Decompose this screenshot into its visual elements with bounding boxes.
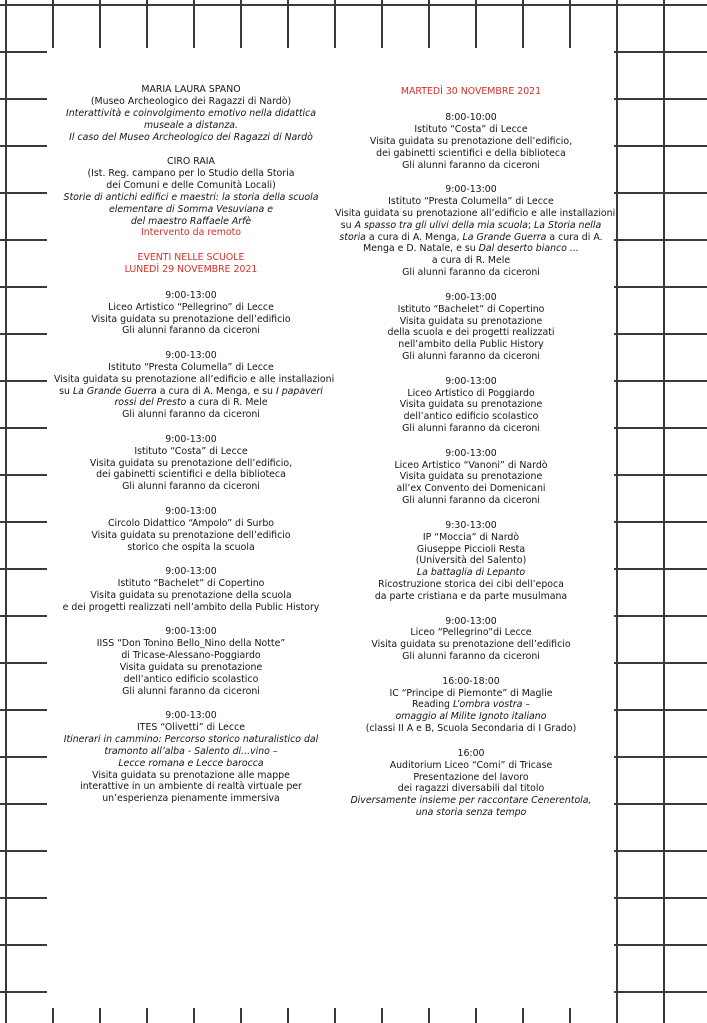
event-block — [54, 566, 328, 614]
event-block — [335, 520, 607, 603]
event-line: dei ragazzi diversabili dal titolo — [397, 783, 545, 795]
event-line: Istituto “Costa” di Lecce — [414, 123, 528, 135]
event-block — [335, 292, 607, 363]
event-block — [335, 616, 607, 664]
event-line: Gli alunni faranno da ciceroni — [402, 495, 540, 507]
event-line: EVENTI NELLE SCUOLE — [137, 251, 245, 263]
event-line-first: 9:00-13:00 — [165, 565, 217, 577]
event-line: Liceo Artistico di Poggiardo — [407, 387, 535, 399]
event-line: Istituto “Presta Columella” di Lecce — [108, 361, 274, 373]
event-block — [54, 434, 328, 494]
event-line: Visita guidata su prenotazione — [399, 399, 543, 411]
event-line: Istituto “Presta Columella” di Lecce — [388, 195, 554, 207]
event-line: Gli alunni faranno da ciceroni — [122, 409, 260, 421]
event-line: da parte cristiana e da parte musulmana — [374, 591, 568, 603]
event-line: Visita guidata su prenotazione dell’edificio — [371, 639, 571, 651]
event-line: (classi II A e B, Scuola Secondaria di I Grado) — [365, 723, 577, 735]
section-heading — [335, 86, 607, 98]
event-line-first: 9:30-13:00 — [445, 519, 497, 531]
event-line: dell’antico edificio scolastico — [403, 411, 539, 423]
event-line: (Ist. Reg. campano per lo Studio della Storia — [87, 167, 295, 179]
event-line-first: 9:00-13:00 — [445, 291, 497, 303]
event-line: una storia senza tempo — [415, 807, 527, 819]
event-line: Visita guidata su prenotazione — [399, 471, 543, 483]
event-line: Presentazione del lavoro — [413, 771, 529, 783]
event-line: Gli alunni faranno da ciceroni — [122, 685, 260, 697]
event-line-first: CIRO RAIA — [167, 156, 215, 168]
event-line: Itinerari in cammino: Percorso storico naturalistico dal — [63, 733, 319, 745]
event-line: (Museo Archeologico dei Ragazzi di Nardò) — [90, 95, 292, 107]
event-line: Liceo Artistico “Vanoni” di Nardò — [394, 459, 548, 471]
event-line-first: 9:00-13:00 — [165, 505, 217, 517]
event-line: Diversamente insieme per raccontare Cenerentola, — [350, 795, 592, 807]
event-block — [335, 376, 607, 436]
event-line: Visita guidata su prenotazione dell’edificio, — [369, 135, 573, 147]
event-block — [335, 748, 607, 819]
event-line: su A spasso tra gli ulivi della mia scuola; La Storia nella — [340, 219, 602, 231]
event-line: Giuseppe Piccioli Resta — [416, 543, 526, 555]
event-line: Visita guidata su prenotazione della scuola — [90, 589, 292, 601]
event-line: dei Comuni e delle Comunità Locali) — [106, 179, 276, 191]
event-line: del maestro Raffaele Arfè — [130, 215, 252, 227]
event-line-first: 9:00-13:00 — [445, 615, 497, 627]
event-line: Visita guidata su prenotazione — [119, 661, 263, 673]
event-block — [54, 349, 335, 421]
event-line-first: 9:00-13:00 — [165, 289, 217, 301]
event-line: Reading L’ombra vostra – — [411, 699, 531, 711]
right-column — [335, 86, 616, 832]
event-line: interattive in un ambiente di realtà virtuale per — [80, 781, 302, 793]
event-line: Gli alunni faranno da ciceroni — [122, 325, 260, 337]
event-line: storia a cura di A. Menga, La Grande Guerra a cura di A. — [339, 231, 603, 243]
event-line: (Università del Salento) — [415, 555, 527, 567]
event-line: LUNEDÌ 29 NOVEMBRE 2021 — [124, 263, 258, 275]
event-line: Gli alunni faranno da ciceroni — [402, 351, 540, 363]
left-column — [54, 84, 335, 818]
event-line-first: 16:00 — [457, 747, 485, 759]
event-line: all’ex Convento dei Domenicani — [396, 483, 546, 495]
event-line: della scuola e dei progetti realizzati — [387, 327, 555, 339]
event-line: Gli alunni faranno da ciceroni — [402, 267, 540, 279]
event-block — [54, 506, 328, 554]
event-line: Visita guidata su prenotazione all’edificio e alle installazioni — [54, 373, 335, 385]
event-block — [335, 183, 616, 279]
event-block — [335, 448, 607, 508]
event-line-first: MARIA LAURA SPANO — [141, 84, 241, 95]
event-line: Visita guidata su prenotazione dell’edificio — [91, 529, 291, 541]
program-sheet — [47, 48, 614, 1008]
event-line: Circolo Didattico “Ampolo” di Surbo — [107, 517, 275, 529]
event-line: Intervento da remoto — [140, 227, 242, 239]
event-line: e dei progetti realizzati nell’ambito della Public History — [62, 601, 320, 613]
event-line: Visita guidata su prenotazione — [399, 315, 543, 327]
event-line: Menga e D. Natale, e su Dal deserto bianco ... — [363, 243, 579, 255]
event-line: Storie di antichi edifici e maestri: la storia della scuola — [63, 191, 319, 203]
event-line: Visita guidata su prenotazione dell’edificio, — [89, 457, 293, 469]
event-line: IC “Principe di Piemonte” di Maglie — [389, 687, 553, 699]
event-line: Visita guidata su prenotazione alle mappe — [92, 769, 290, 781]
event-line-first: 9:00-13:00 — [445, 447, 497, 459]
section-heading — [54, 252, 328, 276]
event-line: omaggio al Milite Ignoto italiano — [395, 711, 547, 723]
event-block — [335, 112, 607, 172]
event-line: IISS “Don Tonino Bello_Nino della Notte” — [96, 637, 286, 649]
event-line: su La Grande Guerra a cura di A. Menga, e su I papaveri — [59, 385, 323, 397]
event-block — [54, 156, 328, 239]
event-line: Istituto “Costa” di Lecce — [134, 445, 248, 457]
event-line: Gli alunni faranno da ciceroni — [402, 159, 540, 171]
event-line: a cura di R. Mele — [431, 255, 511, 267]
event-line: Interattività e coinvolgimento emotivo nella didattica — [65, 107, 317, 119]
event-line: museale a distanza. — [144, 119, 238, 131]
event-line-first: 9:00-13:00 — [165, 626, 217, 638]
event-line-first: 8:00-10:00 — [445, 111, 497, 123]
event-line: di Tricase-Alessano-Poggiardo — [121, 649, 261, 661]
event-line: Gli alunni faranno da ciceroni — [122, 481, 260, 493]
event-line: La battaglia di Lepanto — [416, 567, 526, 579]
event-line: Ricostruzione storica dei cibi dell’epoca — [378, 579, 564, 591]
event-line: storico che ospita la scuola — [127, 541, 255, 553]
event-line: Gli alunni faranno da ciceroni — [402, 423, 540, 435]
event-line: Liceo “Pellegrino”di Lecce — [410, 627, 532, 639]
event-line: Istituto “Bachelet” di Copertino — [117, 577, 265, 589]
event-line: MARTEDÌ 30 NOVEMBRE 2021 — [400, 86, 542, 97]
event-line: Gli alunni faranno da ciceroni — [402, 651, 540, 663]
event-line: rossi del Presto a cura di R. Mele — [114, 397, 268, 409]
event-block — [335, 676, 607, 736]
event-line-first: 16:00-18:00 — [442, 675, 500, 687]
event-line-first: 9:00-13:00 — [445, 375, 497, 387]
event-line-first: 9:00-13:00 — [165, 433, 217, 445]
event-line: dell’antico edificio scolastico — [123, 673, 259, 685]
event-line: Visita guidata su prenotazione all’edificio e alle installazioni — [335, 207, 616, 219]
event-line-first: 9:00-13:00 — [165, 349, 217, 361]
event-block — [54, 626, 328, 697]
event-line: IP “Moccia” di Nardò — [422, 531, 520, 543]
event-line: Il caso del Museo Archeologico dei Ragazzi di Nardò — [69, 131, 313, 143]
event-block — [54, 290, 328, 338]
event-line-first: 9:00-13:00 — [165, 709, 217, 721]
event-line: Istituto “Bachelet” di Copertino — [397, 303, 545, 315]
event-line: nell’ambito della Public History — [398, 339, 544, 351]
event-line: dei gabinetti scientifici e della biblioteca — [376, 147, 566, 159]
event-line: Visita guidata su prenotazione dell’edificio — [91, 313, 291, 325]
event-line-first: 9:00-13:00 — [445, 183, 497, 195]
event-line: Auditorium Liceo “Comi” di Tricase — [389, 759, 553, 771]
event-line: tramonto all’alba - Salento di...vino – — [104, 745, 278, 757]
event-line: Lecce romana e Lecce barocca — [118, 757, 264, 769]
event-line: elementare di Somma Vesuviana e — [108, 203, 273, 215]
event-line: Liceo Artistico “Pellegrino” di Lecce — [108, 301, 274, 313]
event-block — [54, 84, 328, 144]
event-line: ITES “Olivetti” di Lecce — [136, 721, 245, 733]
event-line: un’esperienza pienamente immersiva — [102, 793, 280, 805]
event-line: dei gabinetti scientifici e della biblioteca — [96, 469, 286, 481]
event-block — [54, 710, 328, 805]
